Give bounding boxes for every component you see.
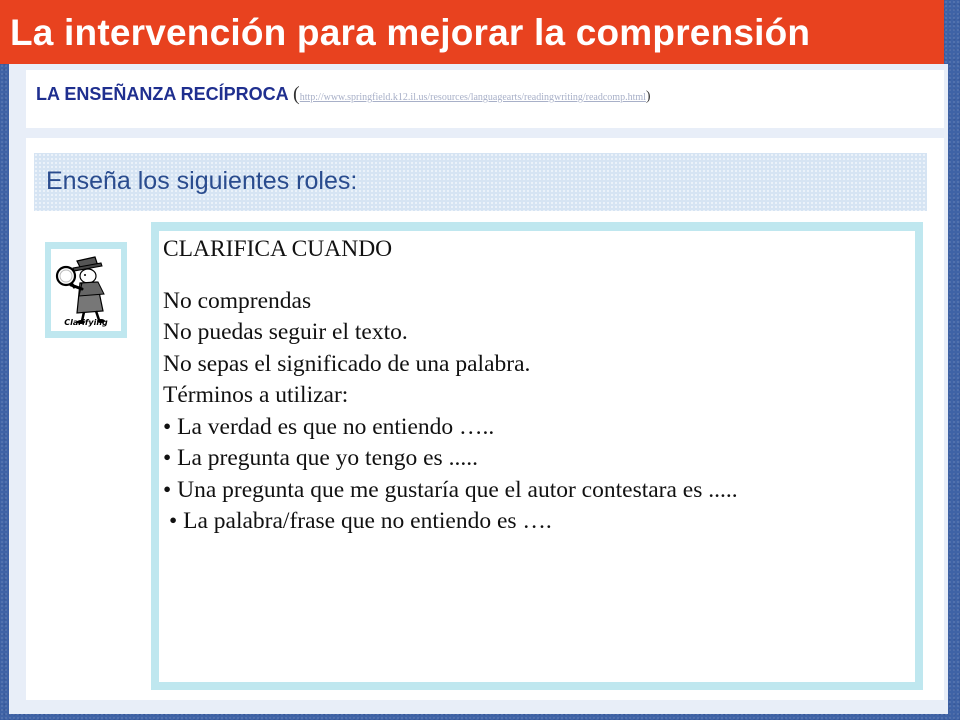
content-heading: CLARIFICA CUANDO — [163, 236, 393, 262]
content-line: No sepas el significado de una palabra. — [163, 350, 531, 377]
header-line — [36, 83, 651, 106]
bullet-item: • Una pregunta que me gustaría que el autor contestara es ..... — [163, 476, 738, 503]
title-bar — [0, 0, 944, 64]
header-label: LA ENSEÑANZA RECÍPROCA — [36, 84, 289, 104]
bullet-item: • La palabra/frase que no entiendo es …. — [169, 508, 552, 534]
text-content — [163, 234, 903, 538]
header-link[interactable]: http://www.springfield.k12.il.us/resources/languagearts/readingwriting/readcomp.html — [299, 92, 646, 103]
slide-title: La intervención para mejorar la comprensión — [10, 12, 811, 53]
content-line: No comprendas — [163, 287, 312, 314]
paren-close: ) — [645, 89, 651, 104]
subtitle: Enseña los siguientes roles: — [46, 167, 358, 195]
bullet-item: • La verdad es que no entiendo ….. — [163, 413, 495, 440]
detective-magnifier-icon — [51, 249, 121, 331]
bullet-item: • La pregunta que yo tengo es ..... — [163, 445, 478, 471]
content-line: No puedas seguir el texto. — [163, 319, 408, 345]
paren-open: ( — [293, 83, 300, 105]
content-line: Términos a utilizar: — [163, 382, 349, 408]
icon-caption: Clarifying — [64, 318, 108, 327]
